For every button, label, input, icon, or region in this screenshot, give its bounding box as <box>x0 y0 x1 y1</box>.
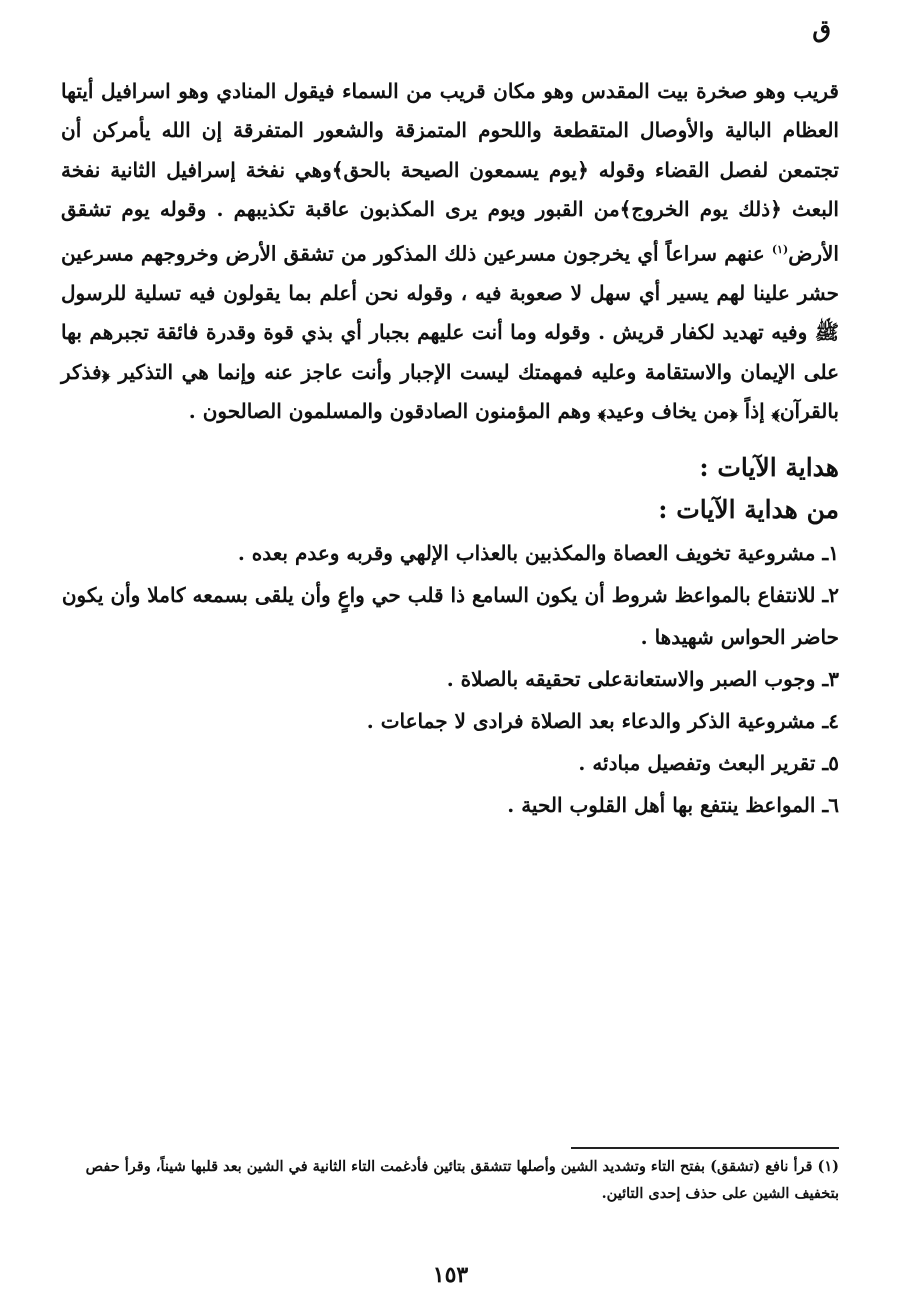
commentary-text <box>61 72 839 431</box>
guidance-list <box>61 532 839 826</box>
footnote-reference[interactable]: (١) <box>771 242 789 256</box>
list-item: ٣ـ وجوب الصبر والاستعانةعلى تحقيقه بالصلاة . <box>446 667 839 691</box>
section-heading: هداية الآيات : <box>699 453 839 482</box>
header-letter: ق <box>812 14 831 43</box>
list-item: ٢ـ للانتفاع بالمواعظ شروط أن يكون السامع ذا قلب حي واعٍ وأن يلقى بسمعه كاملا وأن يكون حاضر الحواس شهيدها . <box>61 583 839 649</box>
commentary-paragraph <box>61 72 839 431</box>
footnote: (١) قرأ نافع (تشقق) بفتح التاء وتشديد الشين وأصلها تتشقق بتائين فأدغمت التاء الثانية في الشين بعد قلبها شيناً، وقرأ حفص بتخفيف الشين على حذف إحدى التائين. <box>85 1158 839 1202</box>
page-number: ١٥٣ <box>432 1262 469 1288</box>
list-item: ١ـ مشروعية تخويف العصاة والمكذبين بالعذاب الإلهي وقربه وعدم بعده . <box>237 541 839 565</box>
commentary-text-part2: عنهم سراعاً أي يخرجون مسرعين ذلك المذكور من تشقق الأرض وخروجهم مسرعين حشر علينا لهم يسير أي سهل لا صعوبة فيه ، وقوله نحن أعلم بما يقولون فيه تسلية للرسول ﷺ وفيه تهديد لكفار قريش . وقوله وما أنت عليهم بجبار أي بذي قوة وقدرة فائقة تجبرهم بها على الإيمان والاستقامة وعليه فمهمتك ليست الإجبار وأنت عاجز عنه وإنما هي التذكير ﴿فذكر بالقرآن﴾ إذاً ﴿من يخاف وعيد﴾ وهم المؤمنون الصادقون والمسلمون الصالحون . <box>61 241 840 423</box>
list-item: ٤ـ مشروعية الذكر والدعاء بعد الصلاة فرادى لا جماعات . <box>366 709 839 733</box>
footnote-divider <box>571 1147 839 1149</box>
subsection-heading: من هداية الآيات : <box>658 495 839 524</box>
commentary-text-part1: قريب وهو صخرة بيت المقدس وهو مكان قريب من السماء فيقول المنادي وهو اسرافيل أيتها العظام البالية والأوصال المتقطعة واللحوم المتمزقة والشعور المتفرقة إن الله يأمركن أن تجتمعن لفصل القضاء وقوله ﴿يوم يسمعون الصيحة بالحق﴾وهي نفخة إسرافيل الثانية نفخة البعث ﴿ذلك يوم الخروج﴾من القبور ويوم يرى المكذبون عاقبة تكذيبهم . وقوله يوم تشقق الأرض <box>61 79 839 266</box>
list-item: ٦ـ المواعظ ينتفع بها أهل القلوب الحية . <box>507 793 839 817</box>
list-item: ٥ـ تقرير البعث وتفصيل مبادئه . <box>578 751 839 775</box>
